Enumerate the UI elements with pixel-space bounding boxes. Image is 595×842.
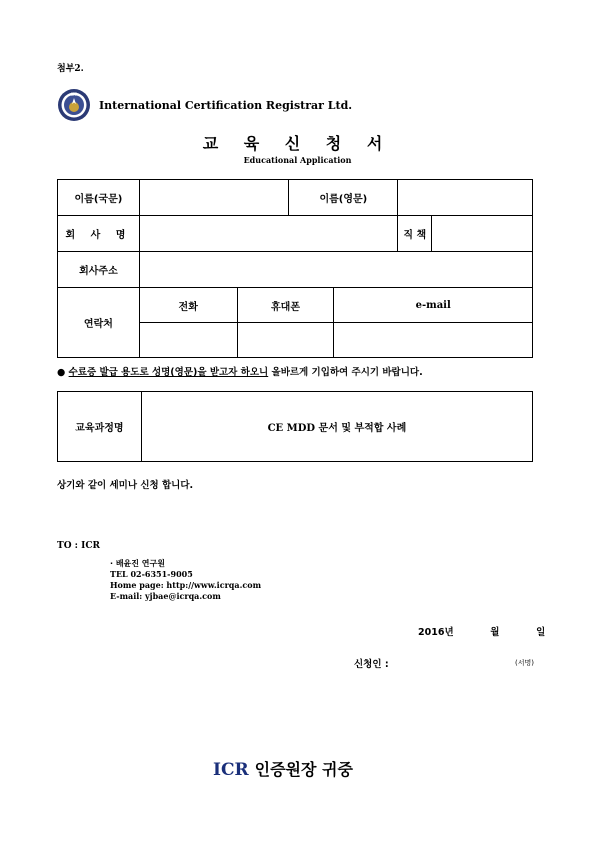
phone-field[interactable] [139,323,237,358]
contact-email: E-mail: yjbae@icrqa.com [110,591,221,601]
name-english-label: 이름(영문) [289,180,398,216]
contact-person: · 배윤진 연구원 [110,559,165,568]
course-name-korean: 문서 및 부적합 사례 [315,423,407,434]
certificate-note [57,364,423,378]
recipient-line: TO : ICR [57,541,100,551]
contact-label: 연락처 [58,288,140,358]
date-line [418,624,545,638]
course-label: 교육과정명 [58,392,142,462]
email-label: e-mail [334,288,533,323]
company-name-label: 회 사 명 [58,216,140,252]
document-title: 교 육 신 청 서 [202,134,393,153]
document-subtitle: Educational Application [243,155,352,165]
apply-statement: 상기와 같이 세미나 신청 합니다. [57,480,194,491]
company-address-label: 회사주소 [58,252,140,288]
icr-seal-logo-icon [57,88,91,122]
applicant-label: 신청인 : [354,659,389,670]
note-rest-text: 올바르게 기입하여 주시기 바랍니다. [268,367,423,378]
position-label: 직 책 [398,216,432,252]
note-bullet: ● [57,367,66,378]
signature-placeholder: (서명) [515,659,534,667]
logo-text: ICR [70,92,78,97]
course-table [57,391,533,462]
attachment-label: 첨부2. [57,64,84,74]
application-form-table [57,179,533,358]
company-name-field[interactable] [139,216,397,252]
icr-footer-logo: ICR [213,760,249,780]
company-address-field[interactable] [139,252,532,288]
footer-text: 인증원장 귀중 [254,760,353,779]
footer-addressee [213,757,353,780]
contact-tel: TEL 02-6351-9005 [110,569,193,579]
contact-block [110,558,261,602]
course-name-latin: CE MDD [267,423,316,434]
contact-homepage: Home page: http://www.icrqa.com [110,580,262,590]
date-year: 2016년 [418,627,454,638]
phone-label: 전화 [139,288,237,323]
name-english-field[interactable] [398,180,533,216]
name-korean-field[interactable] [139,180,289,216]
name-korean-label: 이름(국문) [58,180,140,216]
company-name: International Certification Registrar Ltd. [99,99,353,112]
date-day: 일 [536,627,546,638]
mobile-label: 휴대폰 [237,288,334,323]
position-field[interactable] [432,216,533,252]
email-field[interactable] [334,323,533,358]
date-month: 월 [490,627,500,638]
mobile-field[interactable] [237,323,334,358]
course-name [141,392,532,462]
note-underlined-text: 수료증 발급 용도로 성명(영문)을 받고자 하오니 [68,367,269,378]
